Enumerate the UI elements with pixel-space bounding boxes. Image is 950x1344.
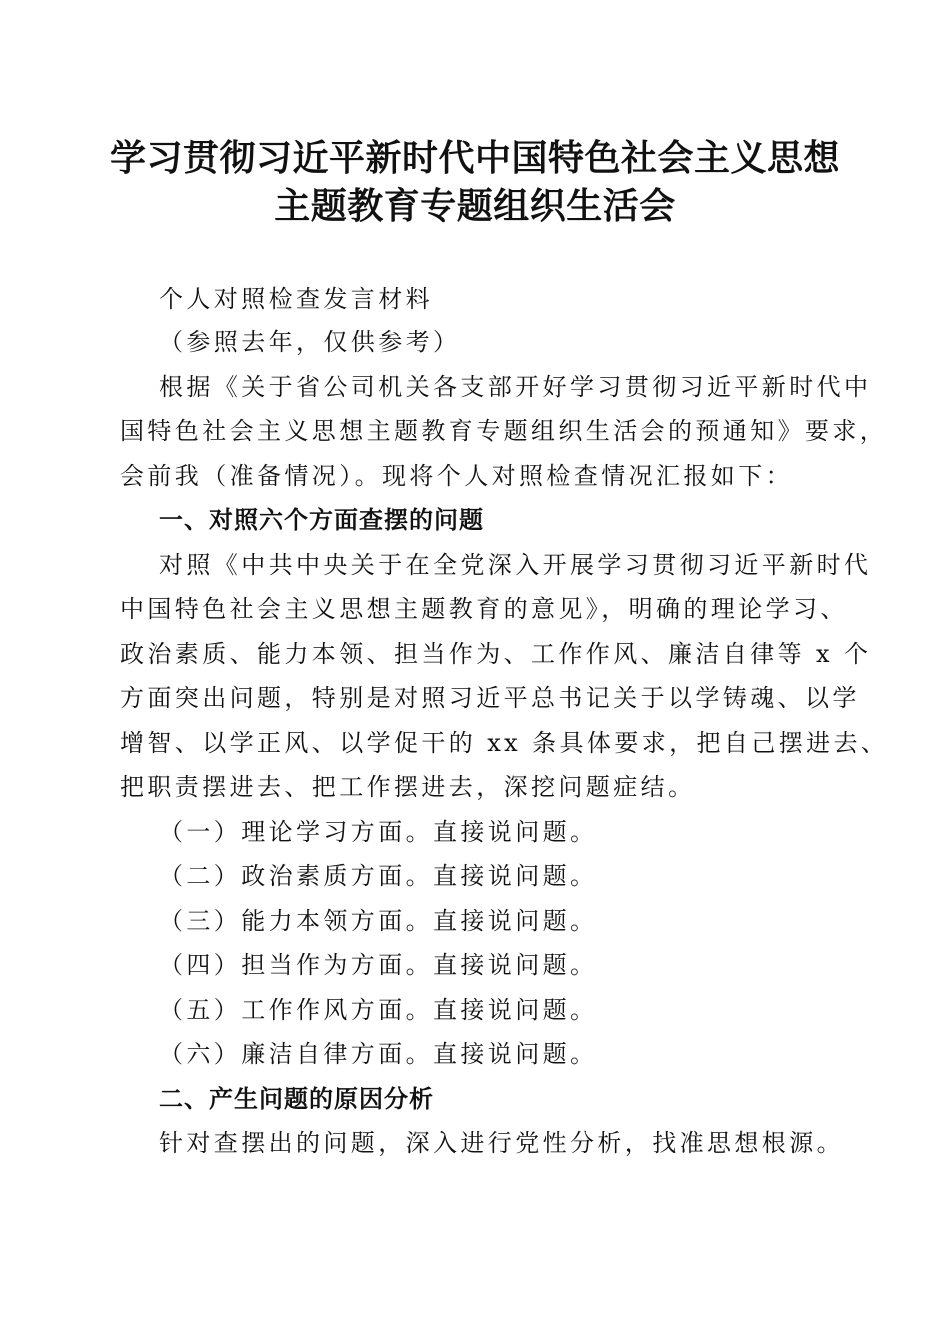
list-item: （一）理论学习方面。直接说问题。	[159, 818, 598, 846]
document-title-line-1: 学习贯彻习近平新时代中国特色社会主义思想	[109, 137, 840, 179]
section-2-paragraph-line: 针对查摆出的问题，深入进行党性分析，找准思想根源。	[159, 1129, 844, 1157]
list-item: （二）政治素质方面。直接说问题。	[159, 862, 598, 890]
section-1-paragraph-line: 方面突出问题，特别是对照习近平总书记关于以学铸魂、以学	[120, 684, 860, 712]
document-title-line-2: 主题教育专题组织生活会	[274, 185, 676, 227]
intro-paragraph-line: 国特色社会主义思想主题教育专题组织生活会的预通知》要求，	[120, 417, 888, 445]
section-1-heading: 一、对照六个方面查摆的问题	[159, 506, 484, 534]
section-2-heading: 二、产生问题的原因分析	[159, 1085, 434, 1113]
list-item: （四）担当作为方面。直接说问题。	[159, 951, 598, 979]
section-1-paragraph-line: 增智、以学正风、以学促干的 xx 条具体要求，把自己摆进去、	[120, 729, 889, 757]
list-item: （五）工作作风方面。直接说问题。	[159, 996, 598, 1024]
section-1-paragraph-line: 中国特色社会主义思想主题教育的意见》，明确的理论学习、	[120, 595, 848, 623]
document-note: （参照去年，仅供参考）	[159, 328, 461, 356]
list-item: （六）廉洁自律方面。直接说问题。	[159, 1040, 598, 1068]
section-1-paragraph-line: 把职责摆进去、把工作摆进去，深挖问题症结。	[120, 773, 696, 801]
list-item: （三）能力本领方面。直接说问题。	[159, 907, 598, 935]
section-1-paragraph-line: 政治素质、能力本领、担当作为、工作作风、廉洁自律等 x 个	[120, 640, 872, 668]
intro-paragraph-line: 会前我（准备情况）。现将个人对照检查情况汇报如下：	[120, 462, 793, 490]
intro-paragraph-line: 根据《关于省公司机关各支部开好学习贯彻习近平新时代中	[159, 373, 872, 401]
section-1-paragraph-line: 对照《中共中央关于在全党深入开展学习贯彻习近平新时代	[159, 551, 872, 579]
document-subtitle: 个人对照检查发言材料	[159, 285, 433, 313]
